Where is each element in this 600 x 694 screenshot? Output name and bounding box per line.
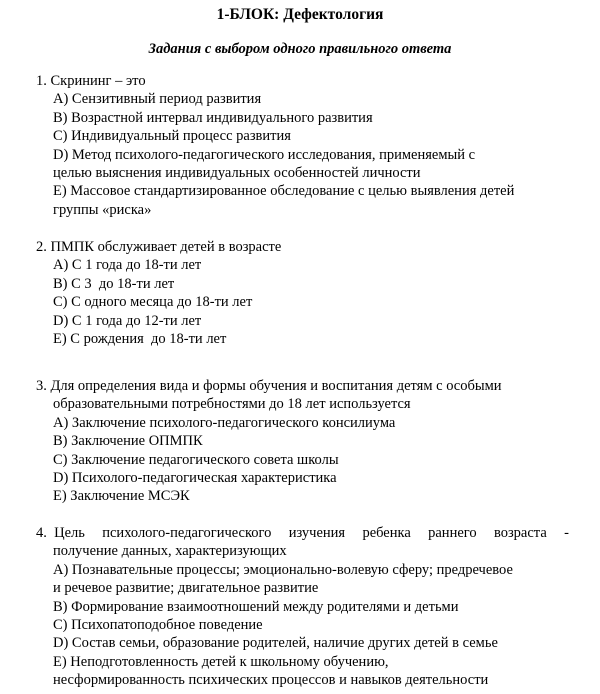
- answer-option-a-continued: и речевое развитие; двигательное развитие: [53, 580, 319, 597]
- answer-option-b: B) Возрастной интервал индивидуального развития: [53, 109, 373, 126]
- stem-word: психолого-педагогического: [102, 525, 272, 541]
- question-text: Для определения вида и формы обучения и воспитания детям с особыми: [50, 378, 502, 394]
- answer-option-e: E) Массовое стандартизированное обследование с целью выявления детей: [53, 183, 515, 200]
- answer-option-e-continued: несформированность психических процессов и навыков деятельности: [53, 672, 489, 689]
- stem-word: ребенка: [362, 525, 411, 541]
- question-text: Скрининг – это: [50, 73, 146, 89]
- question-3-stem-continued: образовательными потребностями до 18 лет используется: [53, 396, 411, 413]
- answer-option-e-continued: группы «риска»: [53, 201, 152, 218]
- answer-option-e: E) С рождения до 18-ти лет: [53, 331, 227, 348]
- answer-option-c: C) С одного месяца до 18-ти лет: [53, 294, 253, 311]
- stem-word: возраста: [493, 525, 547, 541]
- stem-word: изучения: [288, 525, 346, 541]
- question-2: [36, 238, 566, 348]
- answer-option-a: A) Познавательные процессы; эмоционально-волевую сферу; предречевое: [53, 561, 513, 578]
- question-3: [36, 377, 566, 506]
- question-number: 4.: [36, 525, 47, 541]
- answer-option-a: A) Сензитивный период развития: [53, 91, 262, 108]
- question-4-stem: [36, 524, 569, 542]
- answer-option-b: B) С 3 до 18-ти лет: [53, 275, 175, 292]
- answer-option-c: C) Психопатоподобное поведение: [53, 617, 263, 634]
- block-title: 1-БЛОК: Дефектология: [216, 6, 384, 23]
- answer-option-b: B) Заключение ОПМПК: [53, 433, 203, 450]
- answer-option-b: B) Формирование взаимоотношений между родителями и детьми: [53, 598, 459, 615]
- question-1: [36, 72, 566, 219]
- question-2-stem: [36, 238, 566, 256]
- question-4-stem-continued: получение данных, характеризующих: [53, 543, 287, 560]
- answer-option-c: C) Заключение педагогического совета школы: [53, 451, 339, 468]
- answer-option-d: D) Состав семьи, образование родителей, наличие других детей в семье: [53, 635, 498, 652]
- answer-option-d: D) Психолого-педагогическая характеристика: [53, 470, 337, 487]
- section-subtitle: Задания с выбором одного правильного ответа: [148, 41, 452, 57]
- question-number-and-word: [36, 524, 85, 542]
- question-1-stem: [36, 72, 566, 90]
- question-3-stem: [36, 377, 566, 395]
- answer-option-a: A) С 1 года до 18-ти лет: [53, 257, 202, 274]
- stem-word: раннего: [428, 525, 477, 541]
- answer-option-c: C) Индивидуальный процесс развития: [53, 128, 291, 145]
- question-4: [36, 524, 569, 690]
- answer-option-a: A) Заключение психолого-педагогического консилиума: [53, 414, 396, 431]
- stem-word: Цель: [54, 525, 85, 541]
- answer-option-d: D) Метод психолого-педагогического исследования, применяемый с: [53, 146, 476, 163]
- answer-option-e: E) Заключение МСЭК: [53, 488, 190, 505]
- question-text: ПМПК обслуживает детей в возрасте: [50, 239, 282, 255]
- question-number: 3.: [36, 378, 47, 394]
- stem-word: -: [564, 525, 569, 541]
- answer-option-d: D) С 1 года до 12-ти лет: [53, 312, 202, 329]
- answer-option-e: E) Неподготовленность детей к школьному обучению,: [53, 653, 389, 670]
- question-number: 1.: [36, 73, 47, 89]
- question-number: 2.: [36, 239, 47, 255]
- answer-option-d-continued: целью выяснения индивидуальных особенностей личности: [53, 165, 421, 182]
